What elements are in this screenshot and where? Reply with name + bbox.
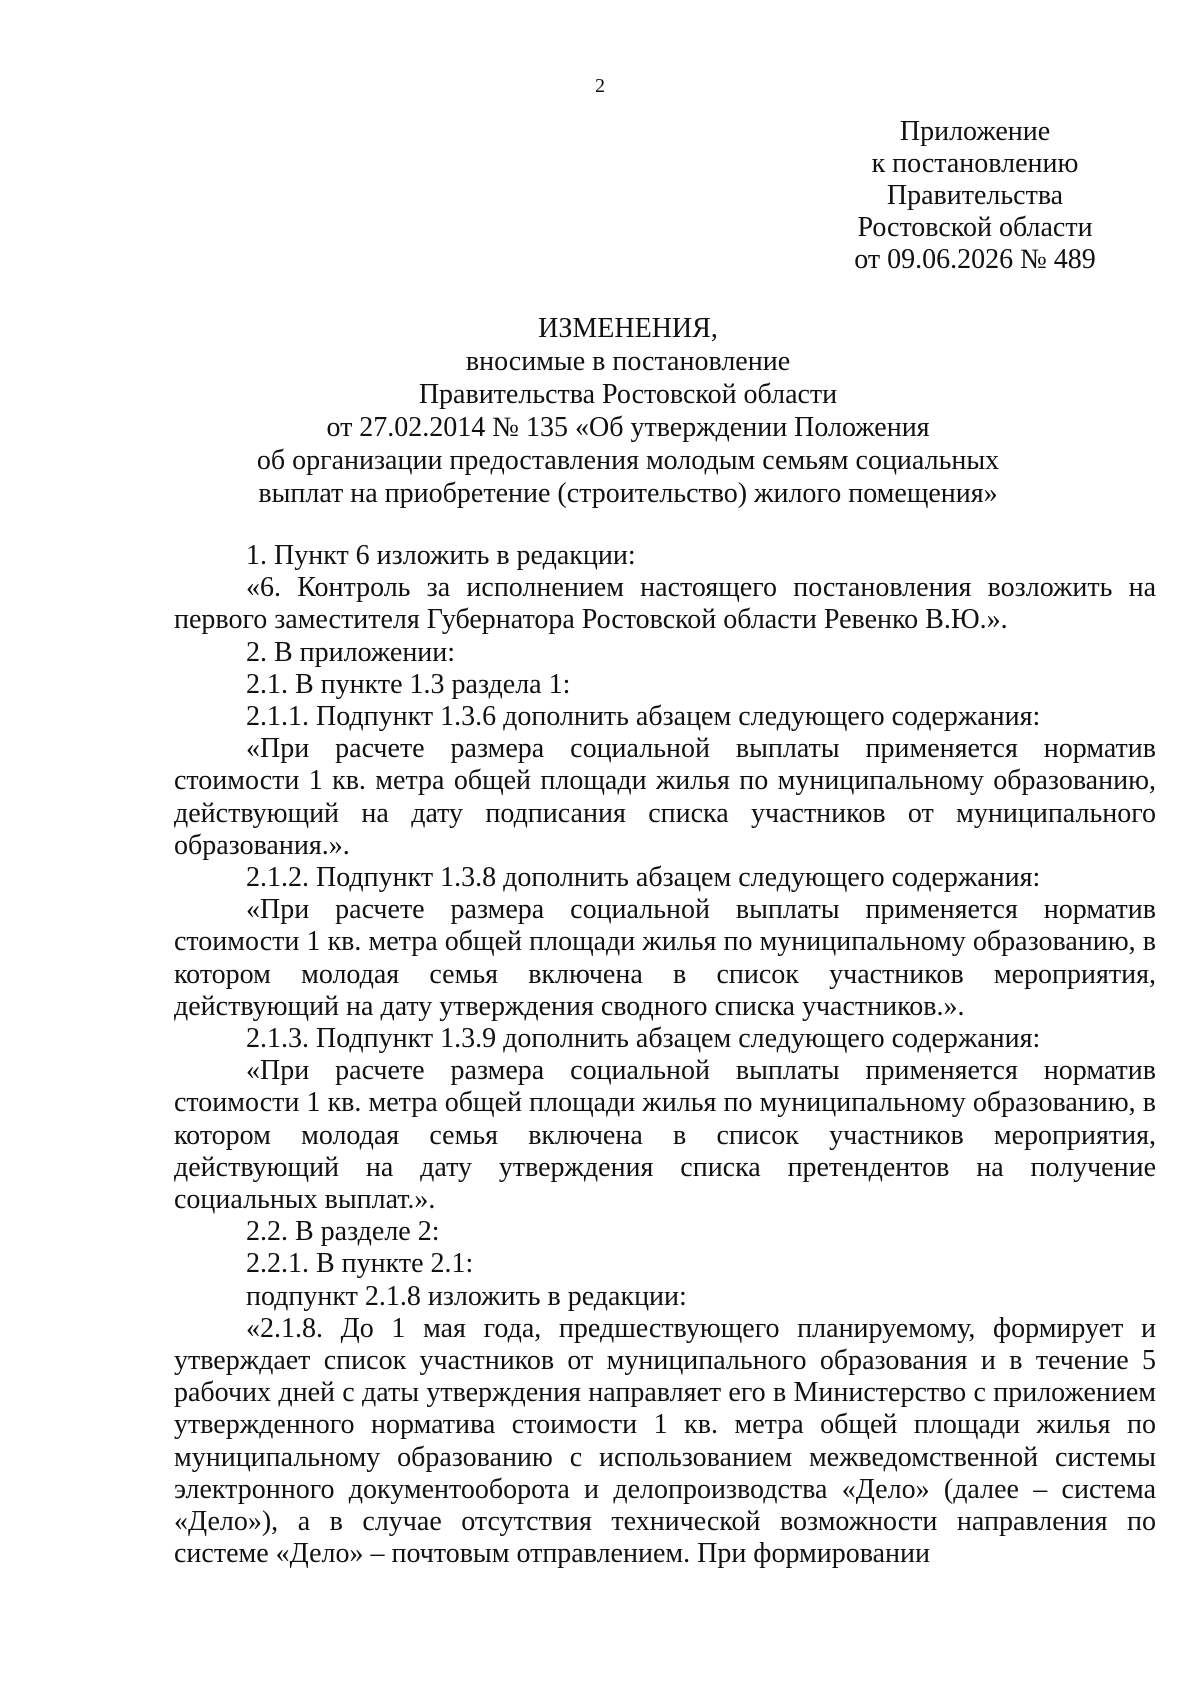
- heading-line: Правительства Ростовской области: [418, 379, 838, 410]
- paragraph: 2.1.3. Подпункт 1.3.9 дополнить абзацем следующего содержания:: [246, 1023, 1041, 1055]
- appendix-block: [830, 116, 1120, 276]
- paragraph: «При расчете размера социальной выплаты применяется норматив стоимости 1 кв. метра общей площади жилья по муниципальному образованию, действующий на дату подписания списка участников от муниципального образования.».: [174, 733, 1156, 861]
- page-number: 2: [595, 75, 605, 97]
- paragraph: 2.2.1. В пункте 2.1:: [246, 1248, 474, 1280]
- paragraph: 2.2. В разделе 2:: [246, 1216, 440, 1248]
- paragraph: 1. Пункт 6 изложить в редакции:: [246, 540, 636, 571]
- appendix-line: Приложение: [899, 116, 1051, 147]
- heading-title: ИЗМЕНЕНИЯ,: [538, 313, 718, 344]
- paragraph: «При расчете размера социальной выплаты применяется норматив стоимости 1 кв. метра общей площади жилья по муниципальному образованию, в котором молодая семья включена в список участников мероприятия, действующий на дату утверждения списка претендентов на получение социальных выплат.».: [174, 1055, 1156, 1216]
- paragraph: 2.1. В пункте 1.3 раздела 1:: [246, 668, 571, 700]
- paragraph: «При расчете размера социальной выплаты применяется норматив стоимости 1 кв. метра общей площади жилья по муниципальному образованию, в котором молодая семья включена в список участников мероприятия, действующий на дату утверждения сводного списка участников.».: [174, 894, 1156, 1022]
- appendix-line: от 09.06.2026 № 489: [854, 244, 1096, 275]
- heading-line: выплат на приобретение (строительство) жилого помещения»: [258, 478, 998, 509]
- document-body: [174, 540, 1156, 1571]
- appendix-line: к постановлению: [871, 148, 1079, 179]
- paragraph: 2.1.2. Подпункт 1.3.8 дополнить абзацем следующего содержания:: [246, 862, 1041, 894]
- heading-line: вносимые в постановление: [465, 346, 791, 377]
- heading-line: об организации предоставления молодым семьям социальных: [256, 445, 1000, 476]
- paragraph: «6. Контроль за исполнением настоящего постановления возложить на первого заместителя Губернатора Ростовской области Ревенко В.Ю.».: [174, 572, 1156, 636]
- appendix-line: Правительства: [886, 180, 1064, 211]
- paragraph: 2. В приложении:: [246, 636, 456, 668]
- appendix-line: Ростовской области: [857, 212, 1093, 243]
- heading-line: от 27.02.2014 № 135 «Об утверждении Положения: [326, 412, 930, 443]
- paragraph: подпункт 2.1.8 изложить в редакции:: [246, 1280, 687, 1312]
- paragraph: «2.1.8. До 1 мая года, предшествующего планируемому, формирует и утверждает список участников от муниципального образования и в течение 5 рабочих дней с даты утверждения направляет его в Министерство с приложением утвержденного норматива стоимости 1 кв. метра общей площади жилья по муниципальному образованию с использованием межведомственной системы электронного документооборота и делопроизводства «Дело» (далее – система «Дело»), а в случае отсутствия технической возможности направления по системе «Дело» – почтовым отправлением. При формировании: [174, 1312, 1156, 1570]
- document-heading: [170, 312, 1086, 510]
- paragraph: 2.1.1. Подпункт 1.3.6 дополнить абзацем следующего содержания:: [246, 701, 1041, 733]
